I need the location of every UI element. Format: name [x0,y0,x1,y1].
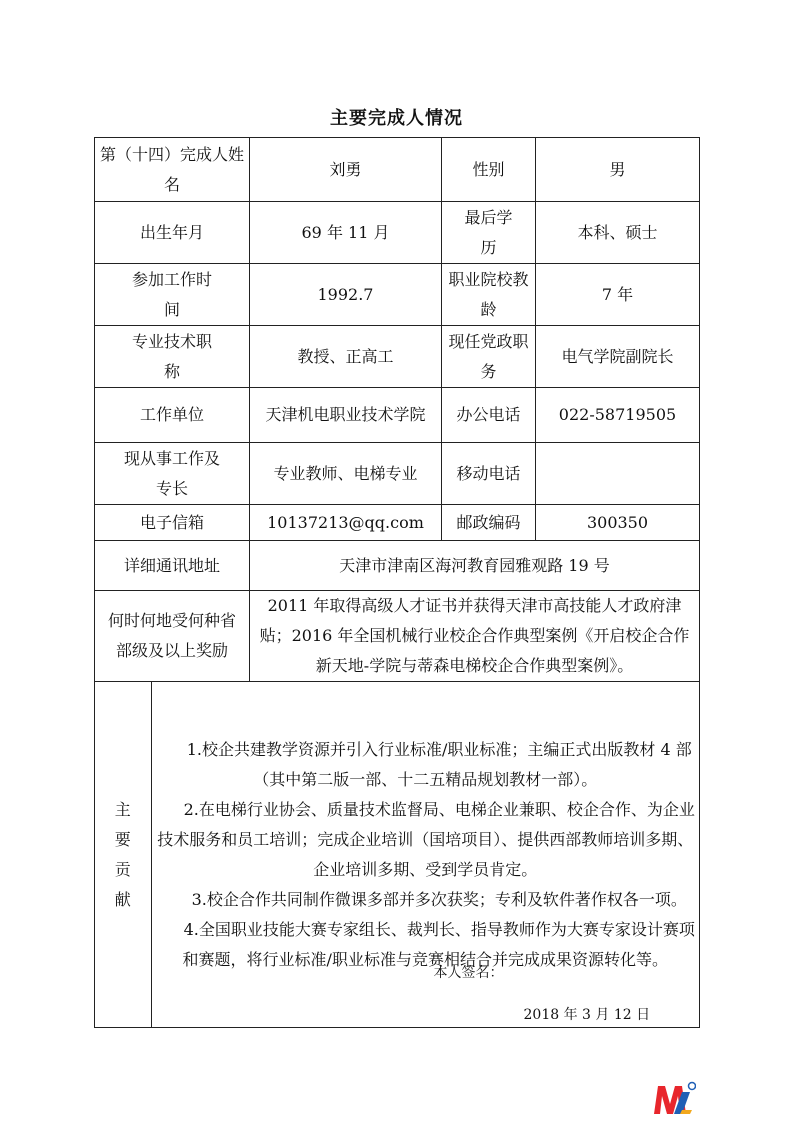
mobile-phone-label: 移动电话 [442,443,536,505]
mobile-phone-value [536,443,700,505]
signature-label: 本人签名： [433,965,504,981]
table-row [95,443,700,505]
postcode-label: 邮政编码 [442,505,536,541]
table-row [95,591,700,682]
teaching-years-value: 7 年 [536,264,700,326]
work-start-label: 参加工作时间 [95,264,250,326]
office-phone-label: 办公电话 [442,388,536,443]
contribution-item: 1.校企共建教学资源并引入行业标准/职业标准；主编正式出版教材 4 部（其中第二版一部、十二五精品规划教材一部）。 [186,739,692,789]
table-row [95,682,700,1028]
contributions-label: 主 要 贡 献 [95,682,151,1027]
table-row [95,326,700,388]
teaching-years-label: 职业院校教龄 [442,264,536,326]
personnel-info-table [94,137,700,1028]
professional-title-label: 专业技术职称 [95,326,250,388]
signature-date: 2018 年 3 月 12 日 [523,1007,651,1023]
birth-value: 69 年 11 月 [250,202,442,264]
office-phone-value: 022-58719505 [536,388,700,443]
name-label: 第（十四）完成人姓名 [95,138,250,202]
contribution-item: 3.校企合作共同制作微课多部并多次获奖；专利及软件著作权各一项。 [191,889,687,909]
current-work-label: 现从事工作及专长 [95,443,250,505]
current-post-value: 电气学院副院长 [536,326,700,388]
table-row [95,505,700,541]
current-work-value: 专业教师、电梯专业 [250,443,442,505]
table-row [95,138,700,202]
table-row [95,202,700,264]
table-row [95,264,700,326]
gender-value: 男 [536,138,700,202]
postcode-value: 300350 [536,505,700,541]
work-unit-value: 天津机电职业技术学院 [250,388,442,443]
publisher-logo-icon [652,1080,696,1116]
education-value: 本科、硕士 [536,202,700,264]
work-unit-label: 工作单位 [95,388,250,443]
gender-label: 性别 [442,138,536,202]
page-title: 主要完成人情况 [330,108,463,129]
contributions-content [151,682,699,1027]
awards-label: 何时何地受何种省部级及以上奖励 [95,591,250,682]
table-row [95,388,700,443]
work-start-value: 1992.7 [250,264,442,326]
email-value: 10137213@qq.com [250,505,442,541]
birth-label: 出生年月 [95,202,250,264]
contribution-item: 2.在电梯行业协会、质量技术监督局、电梯企业兼职、校企合作、为企业技术服务和员工培训；完成企业培训（国培项目）、提供西部教师培训多期、企业培训多期、受到学员肯定。 [157,799,695,879]
education-label: 最后学历 [442,202,536,264]
awards-value: 2011 年取得高级人才证书并获得天津市高技能人才政府津贴；2016 年全国机械行业校企合作典型案例《开启校企合作新天地-学院与蒂森电梯校企合作典型案例》。 [250,591,700,682]
name-value: 刘勇 [250,138,442,202]
address-value: 天津市津南区海河教育园雅观路 19 号 [250,541,700,591]
current-post-label: 现任党政职务 [442,326,536,388]
address-label: 详细通讯地址 [95,541,250,591]
professional-title-value: 教授、正高工 [250,326,442,388]
table-row [95,541,700,591]
email-label: 电子信箱 [95,505,250,541]
contribution-item: 4.全国职业技能大赛专家组长、裁判长、指导教师作为大赛专家设计赛项和赛题，将行业标准/职业标准与竞赛相结合并完成成果资源转化等。 [182,919,695,969]
